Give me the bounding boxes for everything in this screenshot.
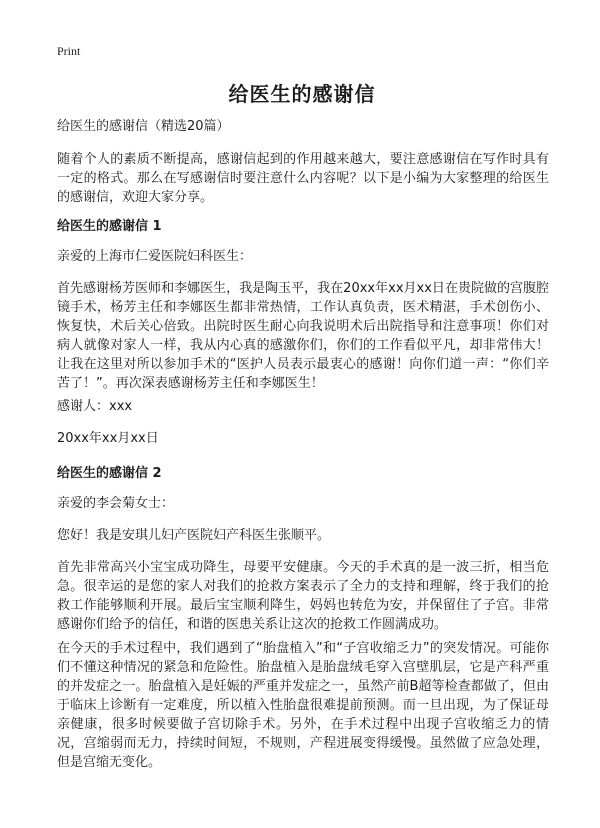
letter1-signature: 感谢人：xxx [57,399,133,414]
print-link[interactable]: Print [57,44,81,58]
letter1-body: 首先感谢杨芳医师和李娜医生，我是陶玉平，我在20xx年xx月xx日在贵院做的宫腹腔镜手术，杨芳主任和李娜医生都非常热情，工作认真负责，医术精湛，手术创伤小、恢复快，术后关心倍致。出院时医生耐心向我说明术后出院指导和注意事项！你们对病人就像对家人一样，我从内心真的感激你们，你们的工作看似平凡，却非常伟大！让我在这里对所以参加手术的“医护人员表示最衷心的感谢！向你们道一声：“你们辛苦了！”。再次深表感谢杨芳主任和李娜医生！ [57,281,549,391]
letter1-greeting: 亲爱的上海市仁爱医院妇科医生： [57,249,253,264]
letter1-heading: 给医生的感谢信 1 [57,219,162,234]
letter2-paragraph-2: 在今天的手术过程中，我们遇到了“胎盘植入”和“子宫收缩乏力”的突发情况。可能你们不懂这种情况的紧急和危险性。胎盘植入是胎盘绒毛穿入宫壁肌层，它是产科严重的并发症之一。胎盘植入是妊娠的严重并发症之一，虽然产前B超等检查都做了，但由于临床上诊断有一定难度，所以植入性胎盘很难提前预测。而一旦出现，为了保证母亲健康，很多时候要做子宫切除手术。另外，在手术过程中出现子宫收缩乏力的情况，宫缩弱而无力，持续时间短，不规则，产程进展变得缓慢。虽然做了应急处理，但是宫缩无变化。 [57,641,549,770]
letter1-date: 20xx年xx月xx日 [57,431,159,446]
letter2-greeting: 亲爱的李会菊女士： [57,496,175,511]
letter2-hello: 您好！我是安琪儿妇产医院妇产科医生张顺平。 [57,528,331,543]
letter2-paragraph-1: 首先非常高兴小宝宝成功降生，母要平安健康。今天的手术真的是一波三折，相当危急。很幸运的是您的家人对我们的抢救方案表示了全力的支持和理解，终于我们的抢救工作能够顺利开展。最后宝宝顺利降生，妈妈也转危为安，并保留住了子宫。非常感谢你们给予的信任，和谐的医患关系让这次的抢救工作圆满成功。 [57,560,549,632]
page-title: 给医生的感谢信 [228,82,376,106]
intro-paragraph: 随着个人的素质不断提高，感谢信起到的作用越来越大，要注意感谢信在写作时具有一定的格式。那么在写感谢信时要注意什么内容呢？以下是小编为大家整理的给医生的感谢信，欢迎大家分享。 [57,152,549,205]
subtitle: 给医生的感谢信（精选20篇） [57,119,230,134]
letter2-heading: 给医生的感谢信 2 [57,466,162,481]
